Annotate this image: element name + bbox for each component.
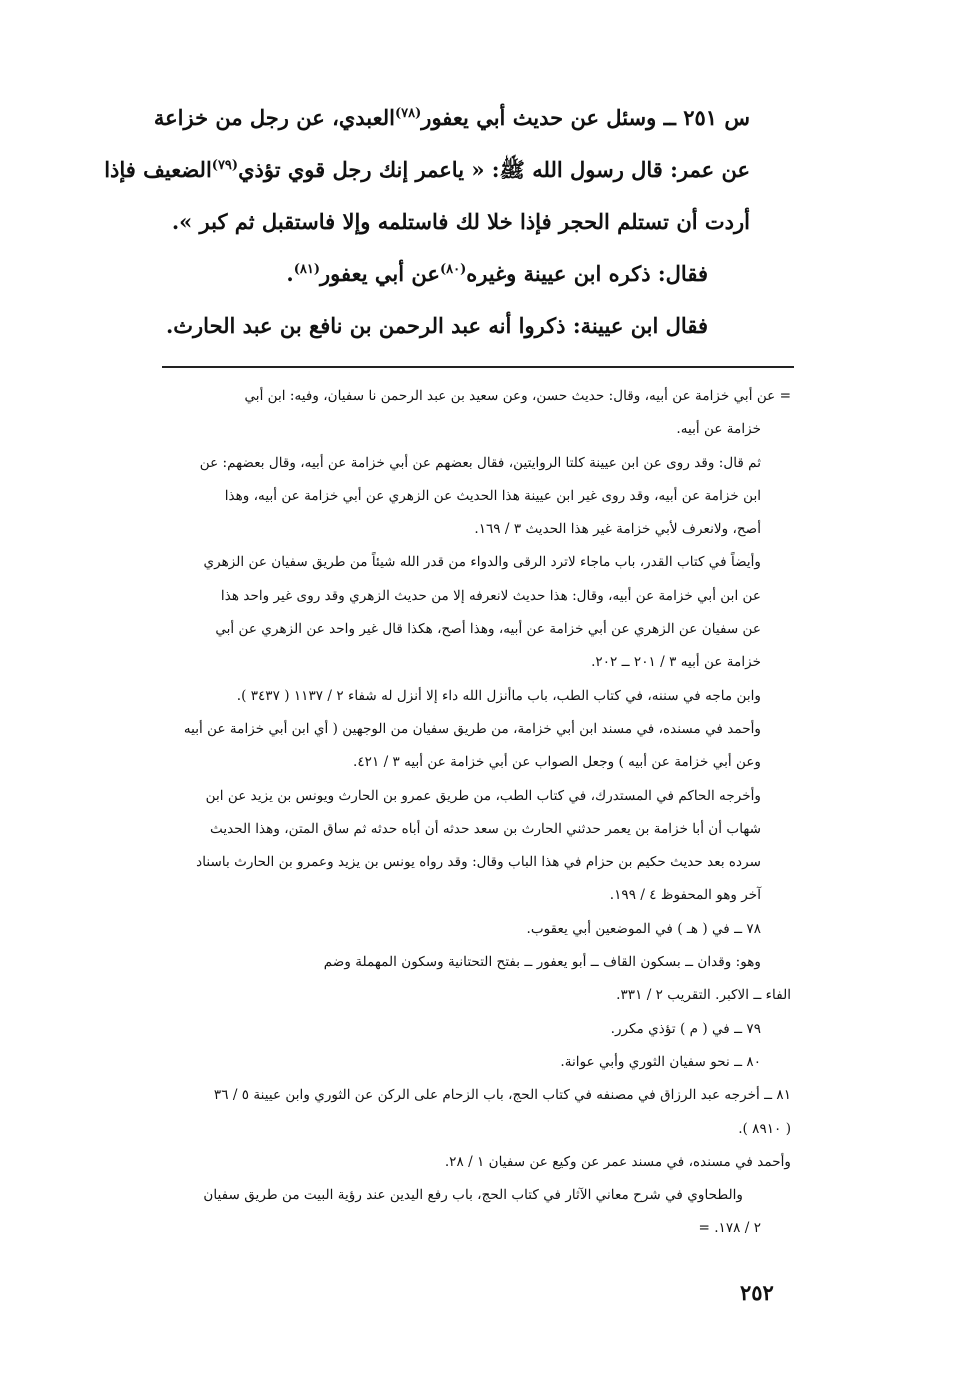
- footnote-line: وابن ماجه في سننه، في كتاب الطب، باب ماأنزل الله داء إلا أنزل له شفاء ٢ / ١١٣٧ ( ٣٤٣٧ ).: [236, 687, 761, 704]
- footnote-line: ٧٩ ــ في ( م ) تؤذي مكرر.: [610, 1020, 761, 1037]
- footnote-line: آخر وهو المحفوظ ٤ / ١٩٩.: [609, 887, 761, 904]
- main-text: [104, 92, 750, 352]
- footnote-line: ثم قال: وقد روى عن ابن عيينة كلتا الروايتين، فقال بعضهم عن أبي خزامة عن أبيه، وقال بعضهم: عن: [199, 454, 761, 471]
- footnote-line: الفاء ــ الاكبر. التقريب ٢ / ٣٣١.: [616, 987, 791, 1004]
- footnote-line: ٨٠ ــ نحو سفيان الثوري وأبي عوانة.: [560, 1053, 761, 1070]
- footnote-line: عن ابن أبي خزامة عن أبيه، وقال: هذا حديث لانعرفه إلا من حديث الزهري وقد روى غير واحد هذا: [220, 587, 761, 604]
- footnote-line: والطحاوي في شرح معاني الآثار في كتاب الحج، باب رفع اليدين عند رؤية البيت من طريق سفيان: [203, 1187, 743, 1204]
- footnote-line: وأحمد في مسنده، في مسند عمر عن وكيع عن سفيان ١ / ٢٨.: [444, 1153, 791, 1170]
- main-line: فقال ابن عيينة: ذكروا أنه عبد الرحمن بن نافع بن عبد الحارث.: [165, 313, 708, 338]
- footnote-line: ٢ / ١٧٨. =: [698, 1220, 761, 1237]
- footnote-line: سرده بعد حديث حكيم بن حزام في هذا الباب وقال: وقد رواه يونس بن يزيد وعمرو بن الحارث باسناد: [196, 854, 761, 871]
- footnote-line: وأحمد في مسنده، في مسند ابن أبي خزامة، من طريق سفيان من الوجهين ( أي ابن أبي خزامة عن أبيه: [183, 720, 761, 737]
- main-line: س ٢٥١ ــ وسئل عن حديث أبي يعفور$^{(٧٨)}$العبدي، عن رجل من خزاعة: [153, 105, 750, 130]
- main-line: عن عمر: قال رسول الله ﷺ: « ياعمر إنك رجل قوي تؤذي$^{(٧٩)}$الضعيف فإذا: [104, 157, 750, 182]
- footnote-line: وأيضاً في كتاب القدر، باب ماجاء لاترد الرقى والدواء من قدر الله شيئاً من طريق سفيان عن الزهري: [203, 554, 761, 571]
- footnote-line: ٨١ ــ أخرجه عبد الرزاق في مصنفه في كتاب الحج، باب الزحام على الركن عن الثوري وابن عيينة ٥ / ٣٦: [213, 1087, 791, 1104]
- footnote-line: وهو: وقدان ــ بسكون القاف ــ أبو يعفور ــ بفتح التحتانية وسكون المهملة وضم: [323, 954, 761, 971]
- footnote-line: عن سفيان عن الزهري عن أبي خزامة عن أبيه، وهذا أصح، هكذا قال غير واحد عن الزهري عن أبي: [215, 621, 761, 638]
- footnotes: [111, 380, 791, 1246]
- salutation-glyph: ﷺ: [499, 157, 525, 182]
- footnote-line: ( ٨٩١٠ ).: [738, 1120, 791, 1137]
- footnote-line: ٧٨ ــ في ( هـ ) في الموضعين أبي يعقوب.: [526, 920, 761, 937]
- main-line: فقال: ذكره ابن عيينة وغيره$^{(٨٠)}$عن أبي يعفور$^{(٨١)}$.: [286, 261, 708, 286]
- footnote-line: خزامة عن أبيه.: [676, 421, 761, 438]
- footnote-line: وعن أبي خزامة عن أبيه ) وجعل الصواب عن أبي خزامة عن أبيه ٣ / ٤٢١.: [353, 754, 761, 771]
- footnote-line: أصح، ولانعرف لأبي خزامة غير هذا الحديث ٣ / ١٦٩.: [474, 521, 761, 538]
- footnote-line: ابن خزامة عن أبيه، وقد روى غير ابن عيينة هذا الحديث عن الزهري عن أبي خزامة عن أبيه، وهذا: [224, 487, 761, 504]
- footnote-divider: [162, 366, 794, 368]
- footnote-line: = عن أبي خزامة عن أبيه، وقال: حديث حسن، وعن سعيد بن عبد الرحمن نا سفيان، وفيه: ابن أبي: [244, 388, 791, 404]
- main-line: أردت أن تستلم الحجر فإذا خلا لك فاستلمه وإلا فاستقبل ثم كبر ».: [171, 209, 750, 234]
- footnote-line: وأخرجه الحاكم في المستدرك، في كتاب الطب، من طريق عمرو بن الحارث ويونس بن يزيد عن ابن: [205, 787, 761, 804]
- footnote-line: خزامة عن أبيه ٣ / ٢٠١ ــ ٢٠٢.: [591, 654, 761, 671]
- footnote-line: شهاب أن أبا خزامة بن يعمر حدثني الحارث بن سعد حدثه أن أباه حدثه ثم ساق المتن، وهذا الحديث: [209, 820, 761, 837]
- page-number: ٢٥٢: [740, 1280, 774, 1305]
